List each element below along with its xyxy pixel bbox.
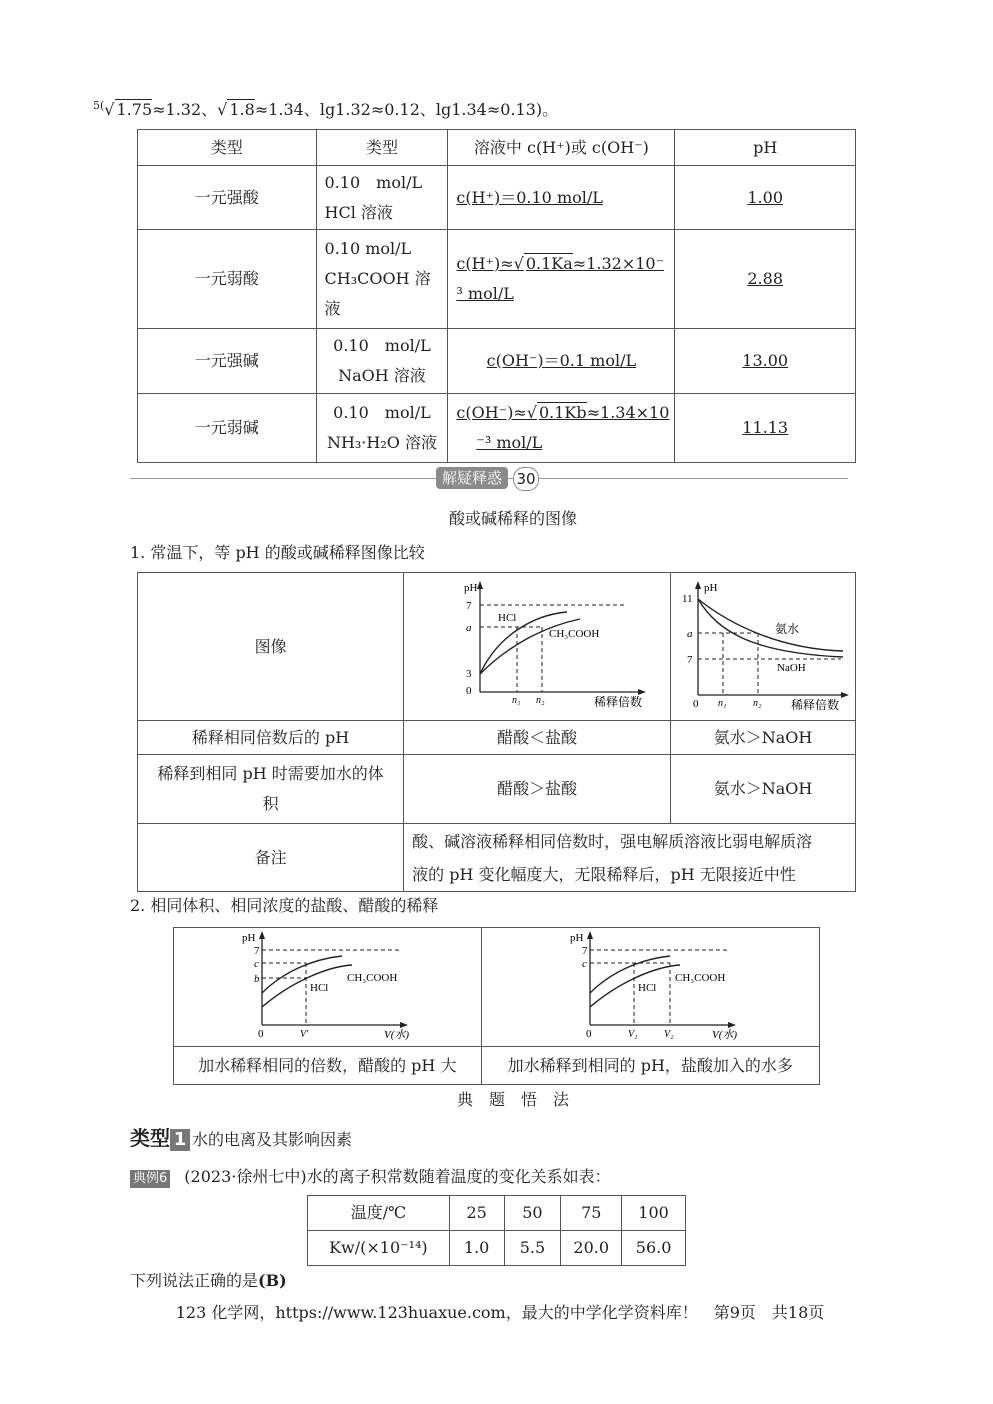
same-ph-conclusion: 加水稀释到相同的 pH，盐酸加入的水多 (481, 1047, 819, 1085)
note-text2: ≈1.34、lg1.32≈0.12、lg1.34≈0.13)。 (254, 100, 559, 119)
svg-text:b: b (254, 973, 260, 985)
header-type: 类型 (138, 130, 317, 166)
page-footer: 123 化学网，https://www.123huaxue.com，最大的中学化学资料库！ 第9页 共18页 (175, 1303, 825, 1322)
type-heading-num: 1 (170, 1129, 190, 1151)
table-row (138, 166, 856, 230)
same-ph-graph (562, 929, 762, 1045)
question-text: 下列说法正确的是 (130, 1271, 259, 1290)
kw-cell: 5.5 (504, 1231, 561, 1266)
svg-text:V(水): V(水) (384, 1029, 410, 1041)
kw-cell: 20.0 (561, 1231, 622, 1266)
base-same-multiple: 氨水＞NaOH (671, 721, 856, 755)
row-conc: c(OH⁻)＝0.1 mol/L (448, 329, 675, 394)
svg-text:7: 7 (466, 599, 472, 612)
svg-text:V': V' (300, 1029, 309, 1040)
same-multiple-graph (234, 929, 434, 1045)
table-row (138, 394, 856, 463)
graph-cell-base (671, 573, 856, 721)
svg-text:HCl: HCl (310, 982, 329, 994)
svg-text:pH: pH (704, 581, 718, 594)
header-ph: pH (675, 130, 856, 166)
svg-text:c: c (581, 958, 587, 970)
type-heading-lead: 类型 (130, 1126, 170, 1150)
question-line (130, 1268, 287, 1291)
item-1: 1. 常温下，等 pH 的酸或碱稀释图像比较 (130, 543, 425, 562)
same-volume-table (173, 927, 820, 1085)
table-row (138, 329, 856, 394)
header-temperature: 温度/℃ (308, 1196, 450, 1231)
same-multiple-conclusion: 加水稀释相同的倍数，醋酸的 pH 大 (174, 1047, 482, 1085)
header-kw: Kw/(×10⁻¹⁴) (308, 1231, 450, 1266)
svg-text:n₁: n₁ (718, 697, 727, 709)
row-solution: 0.10 mol/L HCl 溶液 (316, 166, 448, 230)
svg-text:11: 11 (682, 592, 693, 605)
svg-text:n₁: n₁ (512, 694, 521, 706)
svg-text:7: 7 (581, 945, 588, 957)
row-conc: c(H⁺)≈√ 0.1Ka≈1.32×10⁻ ³ mol/L (448, 230, 675, 329)
temp-cell: 75 (561, 1196, 622, 1231)
dilution-compare-table (137, 572, 856, 892)
acid-dilution-graph (422, 577, 652, 717)
row-label-remark: 备注 (138, 824, 404, 892)
svg-text:稀释倍数: 稀释倍数 (594, 694, 643, 709)
row-type: 一元强酸 (138, 166, 317, 230)
example-text: (2023·徐州七中)水的离子积常数随着温度的变化关系如表： (184, 1167, 611, 1186)
kw-cell: 1.0 (449, 1231, 504, 1266)
svg-text:HCl: HCl (637, 982, 656, 994)
kw-table (307, 1195, 686, 1266)
svg-text:V₁: V₁ (627, 1029, 638, 1040)
acid-same-ph: 醋酸＞盐酸 (404, 755, 671, 824)
acid-same-multiple: 醋酸＜盐酸 (404, 721, 671, 755)
row-label-same-multiple: 稀释相同倍数后的 pH (138, 721, 404, 755)
svg-text:稀释倍数: 稀释倍数 (791, 697, 840, 712)
temp-cell: 25 (449, 1196, 504, 1231)
kw-cell: 56.0 (622, 1231, 686, 1266)
row-ph: 13.00 (675, 329, 856, 394)
row-label-same-ph: 稀释到相同 pH 时需要加水的体 积 (138, 755, 404, 824)
temp-cell: 50 (504, 1196, 561, 1231)
svg-text:HCl: HCl (498, 611, 517, 624)
header-conc: 溶液中 c(H⁺)或 c(OH⁻) (448, 130, 675, 166)
row-solution: 0.10 mol/L NH₃·H₂O 溶液 (316, 394, 448, 463)
svg-text:CH₃COOH: CH₃COOH (674, 972, 725, 984)
dian-ti-heading: 典 题 悟 法 (456, 1090, 569, 1109)
formula-note: $^{5(}$√ 1.75≈1.32、√ 1.8≈1.34、lg1.32≈0.12、lg1.34≈0.13)。 (93, 99, 559, 119)
banner-badge (436, 467, 508, 489)
item-2: 2. 相同体积、相同浓度的盐酸、醋酸的稀释 (130, 896, 439, 915)
graph-cell-right (481, 928, 819, 1047)
row-type: 一元强碱 (138, 329, 317, 394)
row-ph: 1.00 (675, 166, 856, 230)
banner-label: 解疑释惑 (442, 469, 503, 487)
header-type2: 类型 (316, 130, 448, 166)
example-line (130, 1164, 611, 1188)
svg-text:0: 0 (258, 1028, 264, 1040)
svg-text:7: 7 (254, 945, 260, 957)
remark-text: 酸、碱溶液稀释相同倍数时，强电解质溶液比弱电解质溶 液的 pH 变化幅度大，无限稀释后，pH 无限接近中性 (404, 824, 856, 892)
ph-calc-table (137, 129, 856, 463)
svg-text:pH: pH (569, 932, 583, 944)
svg-text:n₂: n₂ (536, 694, 545, 706)
svg-text:V₂: V₂ (663, 1029, 674, 1040)
type-heading-text: 水的电离及其影响因素 (192, 1130, 353, 1149)
row-ph: 11.13 (675, 394, 856, 463)
svg-text:pH: pH (464, 581, 478, 594)
svg-text:pH: pH (242, 932, 256, 944)
note-root1: 1.75 (116, 100, 153, 119)
question-answer: (B) (258, 1271, 287, 1290)
row-type: 一元弱酸 (138, 230, 317, 329)
row-label-graph: 图像 (138, 573, 404, 721)
row-conc: c(H⁺)＝0.10 mol/L (448, 166, 675, 230)
graph-cell-left (174, 928, 482, 1047)
svg-text:0: 0 (466, 684, 472, 697)
note-root2: 1.8 (229, 100, 255, 119)
base-same-ph: 氨水＞NaOH (671, 755, 856, 824)
row-ph: 2.88 (675, 230, 856, 329)
svg-text:a: a (687, 627, 693, 640)
temp-cell: 100 (622, 1196, 686, 1231)
graph-cell-acid (404, 573, 671, 721)
svg-text:V(水): V(水) (711, 1029, 737, 1041)
svg-text:3: 3 (466, 667, 472, 680)
base-dilution-graph (673, 577, 853, 717)
svg-text:c: c (254, 958, 259, 970)
note-prefix: 5( (93, 99, 105, 112)
note-text1: ≈1.32、 (152, 100, 218, 119)
type-heading (130, 1122, 352, 1151)
row-conc: c(OH⁻)≈√ 0.1Kb≈1.34×10 ⁻³ mol/L (448, 394, 675, 463)
banner-number: 30 (513, 467, 539, 491)
row-solution: 0.10 mol/L NaOH 溶液 (316, 329, 448, 394)
svg-text:a: a (466, 621, 472, 634)
svg-text:CH₃COOH: CH₃COOH (549, 627, 600, 640)
svg-text:0: 0 (585, 1028, 592, 1040)
svg-text:7: 7 (687, 653, 693, 666)
svg-text:n₂: n₂ (753, 697, 762, 709)
row-solution: 0.10 mol/L CH₃COOH 溶 液 (316, 230, 448, 329)
example-tag: 典例6 (130, 1170, 170, 1188)
svg-text:CH₃COOH: CH₃COOH (347, 972, 398, 984)
table-row (138, 230, 856, 329)
svg-text:氨水: 氨水 (775, 621, 800, 636)
svg-text:0: 0 (693, 697, 699, 710)
svg-text:NaOH: NaOH (777, 661, 806, 674)
row-type: 一元弱碱 (138, 394, 317, 463)
section-title: 酸或碱稀释的图像 (448, 509, 577, 528)
